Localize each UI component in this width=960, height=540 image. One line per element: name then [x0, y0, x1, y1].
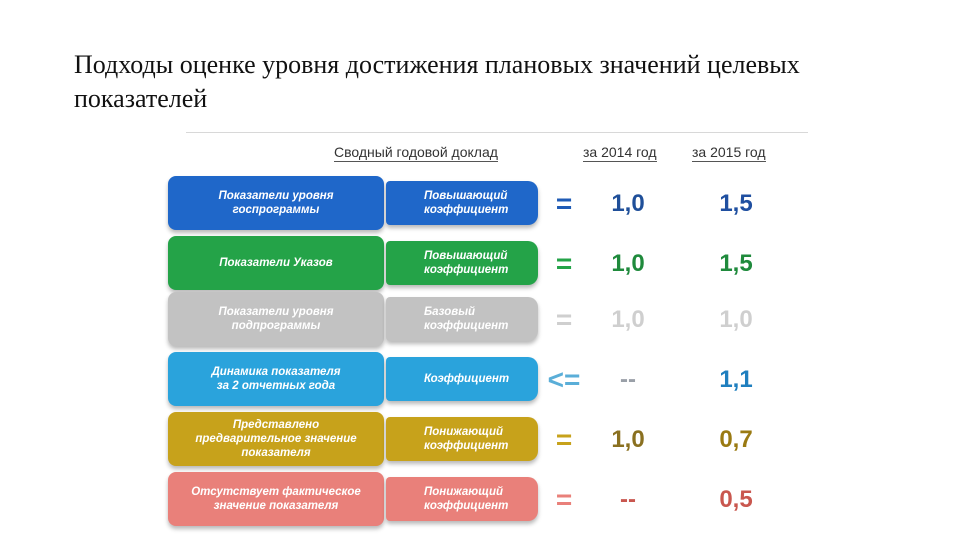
- row-ukazy: [0, 236, 960, 292]
- indicator-pill: Показатели уровня подпрограммы: [168, 292, 384, 346]
- coefficient-pill: Повышающий коэффициент: [386, 241, 538, 285]
- header-report: Сводный годовой доклад: [334, 144, 498, 160]
- value-2014: --: [620, 366, 636, 393]
- indicator-pill: Показатели уровня госпрограммы: [168, 176, 384, 230]
- header-year-2015: за 2015 год: [692, 144, 766, 160]
- operator-equals: =: [555, 304, 573, 335]
- divider: [186, 132, 808, 133]
- indicator-pill: Отсутствует фактическое значение показателя: [168, 472, 384, 526]
- value-2015: 0,5: [719, 486, 753, 513]
- value-2014: 1,0: [611, 306, 645, 333]
- value-2014: 1,0: [611, 426, 645, 453]
- value-2014: 1,0: [611, 250, 645, 277]
- value-2015: 0,7: [719, 426, 753, 453]
- row-gosprogram: [0, 176, 960, 232]
- operator-equals: =: [555, 484, 573, 515]
- coefficient-pill: Базовый коэффициент: [386, 297, 538, 341]
- value-2015: 1,5: [719, 190, 753, 217]
- indicator-pill: Показатели Указов: [168, 236, 384, 290]
- value-2015: 1,1: [719, 366, 753, 393]
- row-missing: [0, 472, 960, 528]
- slide-title: Подходы оценке уровня достижения плановых значений целевых показателей: [74, 50, 800, 113]
- coefficient-pill: Повышающий коэффициент: [386, 181, 538, 225]
- value-2015: 1,0: [719, 306, 753, 333]
- coefficient-pill: Понижающий коэффициент: [386, 477, 538, 521]
- value-2014: --: [620, 486, 636, 513]
- operator-equals: =: [555, 424, 573, 455]
- row-dynamics: [0, 352, 960, 408]
- value-2014: 1,0: [611, 190, 645, 217]
- operator-equals: =: [555, 248, 573, 279]
- value-2015: 1,5: [719, 250, 753, 277]
- coefficient-pill: Коэффициент: [386, 357, 538, 401]
- indicator-pill: Представлено предварительное значение показателя: [168, 412, 384, 466]
- header-year-2014: за 2014 год: [583, 144, 657, 160]
- operator-less-equal: <=: [547, 364, 581, 395]
- coefficient-pill: Понижающий коэффициент: [386, 417, 538, 461]
- row-subprogram: [0, 292, 960, 348]
- indicator-pill: Динамика показателя за 2 отчетных года: [168, 352, 384, 406]
- operator-equals: =: [555, 188, 573, 219]
- row-preliminary: [0, 412, 960, 468]
